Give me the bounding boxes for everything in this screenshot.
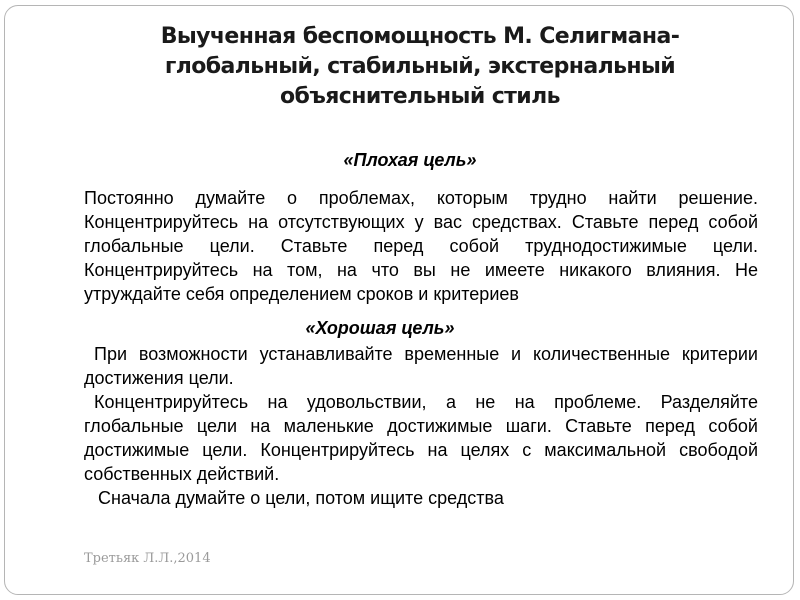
good-goal-paragraph-2: Концентрируйтесь на удовольствии, а не на проблеме. Разделяйте глобальные цели на маленькие достижимые шаги. Ставьте перед собой достижимые цели. Концентрируйтесь на целях с максимальной свободой собственных действий. (84, 392, 758, 484)
title-line-2: глобальный, стабильный, экстернальный (164, 54, 676, 79)
bad-goal-text (84, 186, 758, 306)
footer-author: Третьяк Л.Л.,2014 (84, 551, 211, 566)
good-goal-text (84, 342, 758, 510)
slide-title (100, 22, 740, 112)
good-goal-paragraph-3: Сначала думайте о цели, потом ищите средства (98, 488, 504, 508)
title-line-3: объяснительный стиль (280, 84, 560, 109)
bad-goal-heading: «Плохая цель» (343, 150, 477, 170)
bad-goal-paragraph: Постоянно думайте о проблемах, которым трудно найти решение. Концентрируйтесь на отсутствующих у вас средствах. Ставьте перед собой глобальные цели. Ставьте перед собой труднодостижимые цели. Концентрируйтесь на том, на что вы не имеете никакого влияния. Не утруждайте себя определением сроков и критериев (84, 188, 758, 304)
title-line-1: Выученная беспомощность М. Селигмана- (160, 24, 680, 49)
good-goal-heading: «Хорошая цель» (305, 318, 455, 338)
good-goal-paragraph-1: При возможности устанавливайте временные и количественные критерии достижения цели. (84, 344, 758, 388)
